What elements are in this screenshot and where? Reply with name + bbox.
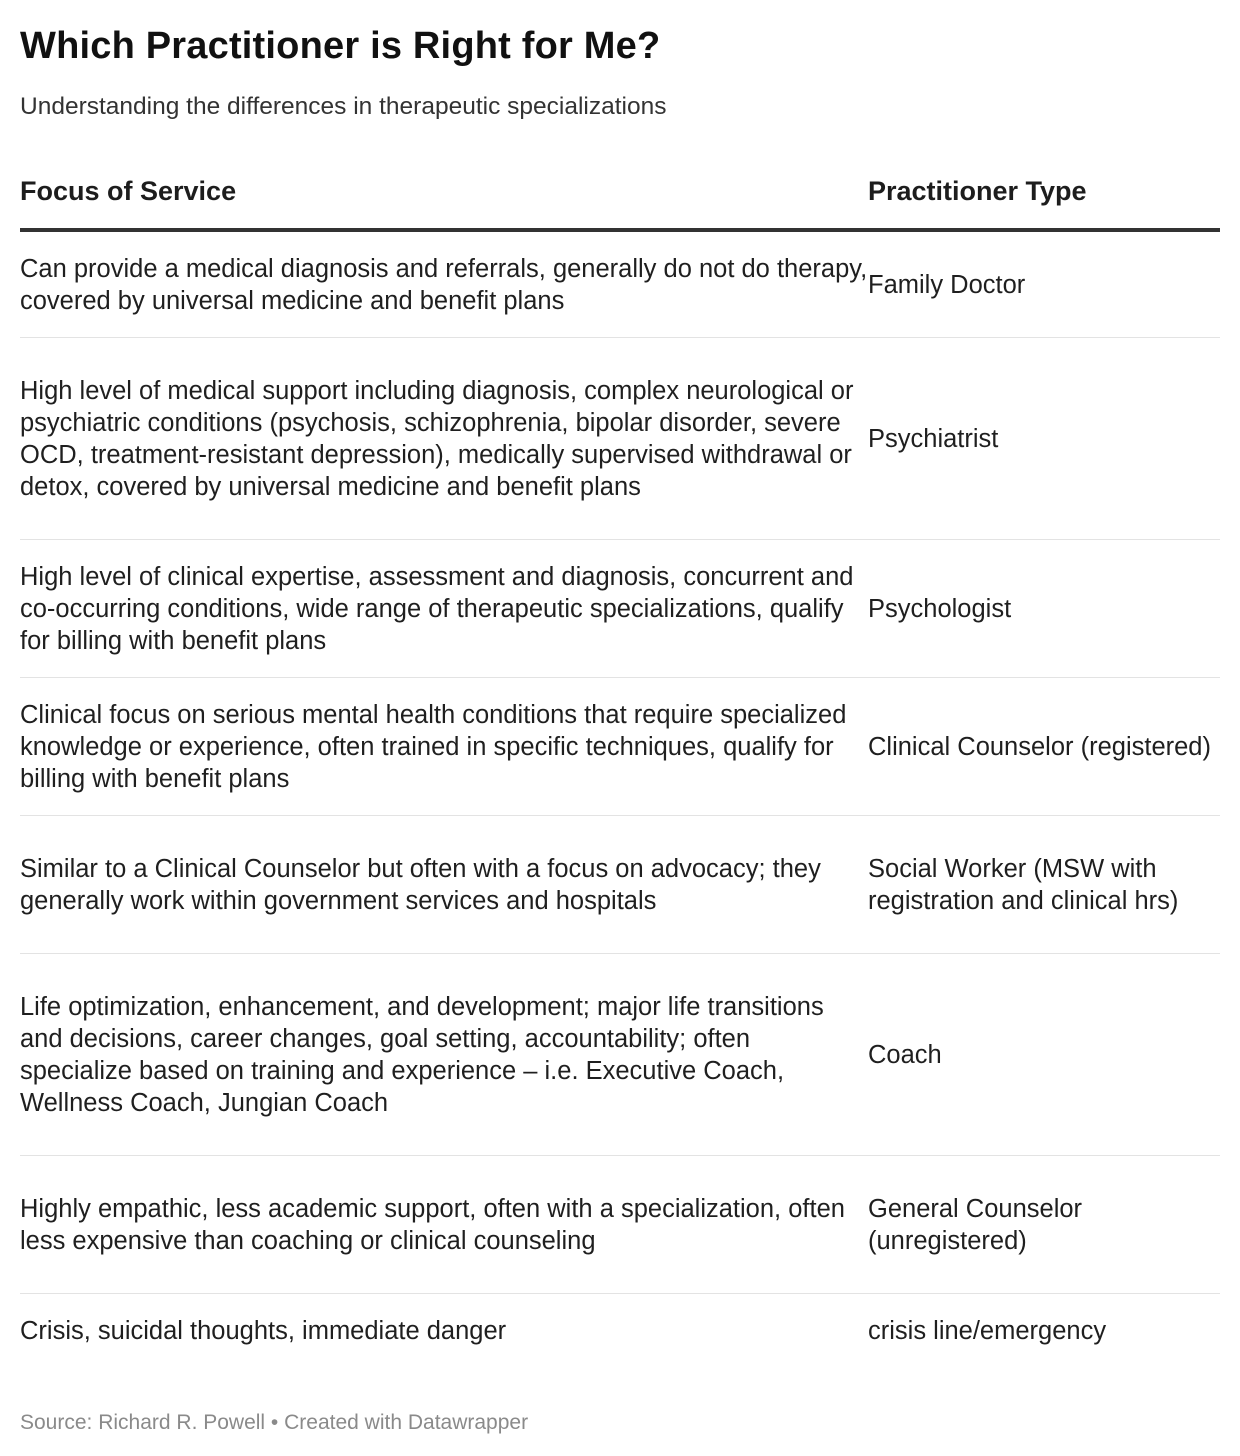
practitioner-cell: Social Worker (MSW with registration and clinical hrs) [868,854,1179,915]
table-row [20,232,1220,338]
table-row [20,678,1220,816]
practitioner-cell: crisis line/emergency [868,1317,1107,1345]
table-row [20,338,1220,540]
practitioner-cell: Coach [868,1040,942,1069]
practitioner-cell: Psychiatrist [868,424,999,453]
focus-cell: Clinical focus on serious mental health conditions that require specialized knowledge or experience, often trained in specific techniques, qualify for billing with benefit plans [20,700,847,793]
source-footer: Source: Richard R. Powell • Created with Datawrapper [20,1411,529,1434]
column-header-focus: Focus of Service [20,176,237,206]
page-subtitle: Understanding the differences in therapeutic specializations [20,93,667,120]
page-title: Which Practitioner is Right for Me? [20,25,661,67]
practitioner-cell: Psychologist [868,594,1012,623]
practitioner-cell: Family Doctor [868,270,1026,299]
table-row [20,954,1220,1156]
table-row [20,816,1220,954]
table-row [20,1156,1220,1294]
focus-cell: Life optimization, enhancement, and development; major life transitions and decisions, career changes, goal setting, accountability; often specialize based on training and experience – i.e. Executive Coach, Wellness Coach, Jungian Coach [20,992,824,1117]
focus-cell: High level of medical support including diagnosis, complex neurological or psychiatric conditions (psychosis, schizophrenia, bipolar disorder, severe OCD, treatment-resistant depression), medically supervised withdrawal or detox, covered by universal medicine and benefit plans [20,376,854,501]
focus-cell: Can provide a medical diagnosis and referrals, generally do not do therapy, covered by universal medicine and benefit plans [20,254,868,315]
focus-cell: High level of clinical expertise, assessment and diagnosis, concurrent and co-occurring conditions, wide range of therapeutic specializations, qualify for billing with benefit plans [20,562,854,655]
practitioner-cell: Clinical Counselor (registered) [868,732,1211,761]
focus-cell: Similar to a Clinical Counselor but often with a focus on advocacy; they generally work within government services and hospitals [20,854,821,915]
table-row [20,1294,1220,1368]
focus-cell: Highly empathic, less academic support, often with a specialization, often less expensive than coaching or clinical counseling [20,1194,845,1255]
table-row [20,540,1220,678]
practitioner-cell: General Counselor (unregistered) [868,1194,1083,1255]
table-header [20,160,1220,232]
column-header-type: Practitioner Type [868,176,1087,206]
practitioner-table [20,160,1220,1368]
focus-cell: Crisis, suicidal thoughts, immediate danger [20,1317,507,1345]
